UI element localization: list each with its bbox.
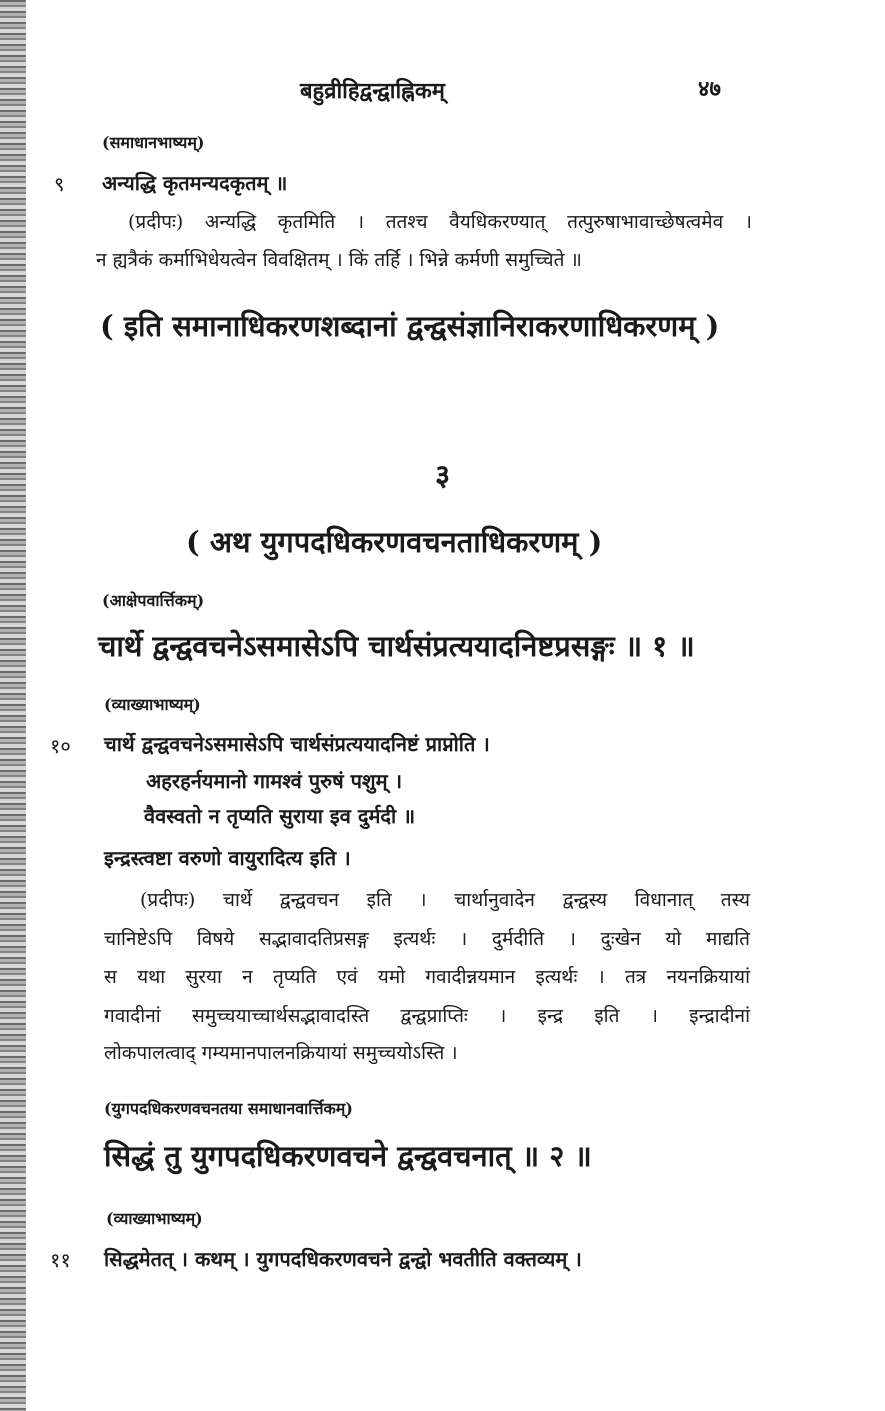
section-closing-heading: ( इति समानाधिकरणशब्दानां द्वन्द्वसंज्ञानिराकरणाधिकरणम् ) [100, 309, 720, 343]
paragraph-number-11: ११ [50, 1248, 71, 1272]
paragraph-number-10: १० [50, 734, 71, 758]
pradipa-10-line-2: चानिष्टेऽपि विषये सद्भावादतिप्रसङ्ग इत्यर्थः । दुर्मदीति । दुःखेन यो माद्यति [104, 928, 750, 950]
samadhana-vartika-label: (युगपदधिकरणवचनतया समाधानवार्त्तिकम्) [104, 1099, 353, 1118]
akshepa-vartika-label: (आक्षेपवार्त्तिकम्) [102, 591, 205, 610]
vartika-2: सिद्धं तु युगपदधिकरणवचने द्वन्द्ववचनात् ॥ २ ॥ [104, 1139, 592, 1173]
bhashya-10-line: चार्थे द्वन्द्ववचनेऽसमासेऽपि चार्थसंप्रत्ययादनिष्टं प्राप्नोति । [104, 732, 490, 756]
pradipa-9-line-2: न ह्यत्रैकं कर्माभिधेयत्वेन विवक्षितम् । किं तर्हि । भिन्ने कर्मणी समुच्चिते ॥ [96, 249, 582, 271]
pradipa-9-line-1: (प्रदीपः) अन्यद्धि कृतमिति । ततश्च वैयधिकरण्यात् तत्पुरुषाभावाच्छेषत्वमेव । [128, 211, 752, 233]
pradipa-10-line-3: स यथा सुरया न तृप्यति एवं यमो गवादीन्नयमान इत्यर्थः । तत्र नयनक्रियायां [104, 966, 750, 988]
vartika-1: चार्थे द्वन्द्ववचनेऽसमासेऽपि चार्थसंप्रत्ययादनिष्टप्रसङ्गः ॥ १ ॥ [98, 629, 695, 663]
running-header-title: बहुव्रीहिद्वन्द्वाह्निकम् [300, 78, 445, 104]
samadhana-bhashya-label: (समाधानभाष्यम्) [102, 133, 205, 152]
indra-line: इन्द्रस्त्वष्टा वरुणो वायुरादित्य इति । [104, 846, 351, 870]
pradipa-10-line-4: गवादीनां समुच्चयाच्चार्थसद्भावादस्ति द्वन्द्वप्राप्तिः । इन्द्र इति । इन्द्रादीनां [104, 1005, 750, 1027]
pradipa-10-line-1: (प्रदीपः) चार्थे द्वन्द्ववचन इति । चार्थानुवादेन द्वन्द्वस्य विधानात् तस्य [140, 889, 750, 911]
scan-edge [0, 0, 26, 1411]
section-heading: ( अथ युगपदधिकरणवचनताधिकरणम् ) [186, 525, 603, 559]
verse-9: अन्यद्धि कृतमन्यदकृतम् ॥ [102, 171, 288, 195]
paragraph-number-9: ९ [54, 172, 65, 196]
verse-line-b: वैवस्वतो न तृप्यति सुराया इव दुर्मदी ॥ [144, 804, 416, 828]
vyakhya-bhashya-label-1: (व्याख्याभाष्यम्) [104, 695, 201, 714]
page-number: ४७ [698, 76, 721, 102]
section-number: ३ [434, 458, 451, 492]
pradipa-10-line-5: लोकपालत्वाद् गम्यमानपालनक्रियायां समुच्चयोऽस्ति । [104, 1042, 458, 1064]
vyakhya-bhashya-label-2: (व्याख्याभाष्यम्) [106, 1209, 203, 1228]
verse-line-a: अहरहर्नयमानो गामश्वं पुरुषं पशुम् । [146, 769, 403, 793]
bhashya-11-line: सिद्धमेतत् । कथम् । युगपदधिकरणवचने द्वन्द्वो भवतीति वक्तव्यम् । [104, 1247, 582, 1271]
